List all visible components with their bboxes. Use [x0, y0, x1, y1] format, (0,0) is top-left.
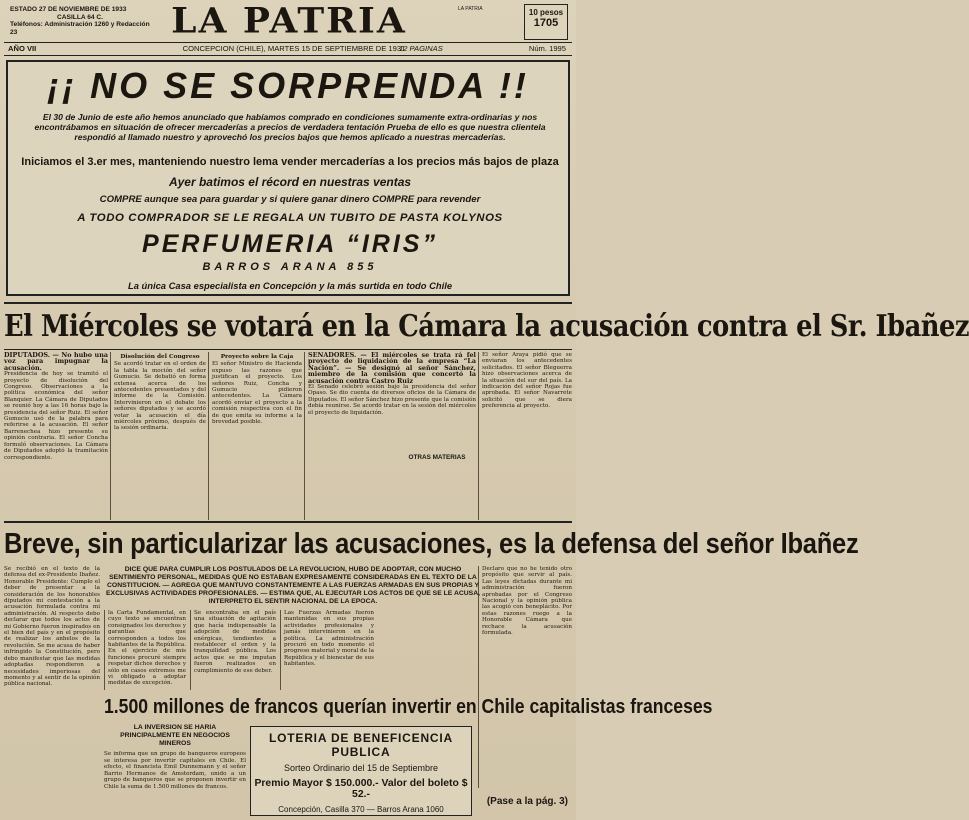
column-text: Declaro que no he tenido otro propósito que servir al país. Las leyes dictadas durante mi administración fueron aprobadas por el Congreso Nacional y la opinión pública las acogió con beneplácito. Por estas razones ruego a la Honorable Cámara que rechace la acusación formulada. — [482, 566, 572, 637]
column-text: Se acordó tratar en el orden de la tabla la moción del señor Gumucio. Se debatió en forma extensa acerca de los antecedentes presentados y del informe de la Comisión. Intervinieron en el debate los señores diputados y se acordó votar la acusación el día miércoles próximo, después de la sesión ordinaria. — [114, 361, 206, 432]
column-text: Se encontraba en el país una situación de agitación que hacía indispensable la adopción de medidas enérgicas, tendientes a restablecer el orden y la tranquilidad pública. Los actos que se me imputan fueron realizados en cumplimiento de ese deber. — [194, 610, 276, 674]
defensa-deck: DICE QUE PARA CUMPLIR LOS POSTULADOS DE LA REVOLUCION, HUBO DE ADOPTAR, CON MUCHO SENTIMIENTO PERSONAL, MEDIDAS QUE NO ESTABAN EXPRESAMENTE CONSIDERADAS EN EL TEXTO DE LA CONSTITUCION. — AGREGA QUE MANTUVO CONSTANTEMENTE A LAS FUERZAS ARMADAS EN SUS PROPIAS Y EXCLUSIVAS ACTIVIDADES PROFESIONALES. — ESTIMA QUE, AL EJECUTAR LOS ACTOS DE QUE SE LE ACUSA, INTERPRETO EL SENTIR NACIONAL DE LA EPOCA. — [106, 566, 480, 605]
column-subhead: Disolución del Congreso — [120, 354, 200, 360]
inversion-article — [104, 724, 246, 791]
ad-line-2: Ayer batimos el récord en nuestras ventas — [168, 175, 412, 189]
loteria-title: LOTERIA DE BENEFICENCIA PUBLICA — [269, 731, 453, 759]
column — [104, 610, 186, 690]
column — [4, 352, 108, 520]
price-big: 1705 — [533, 17, 559, 29]
loteria-advertisement — [250, 726, 472, 816]
page-count: 12 PAGINAS — [399, 44, 443, 53]
column — [478, 566, 572, 788]
issue-number: Núm. 1995 — [528, 44, 566, 53]
column-text: Las Fuerzas Armadas fueron mantenidas en sus propias actividades profesionales y jamás intervinieron en la política. La administración procuró en todo momento el progreso material y moral de la República y el bienestar de sus habitantes. — [284, 610, 374, 668]
masthead — [4, 2, 572, 42]
ear-line: CASILLA 64 C. — [57, 13, 103, 21]
ad-line-5: La única Casa especialista en Concepción y la más surtida en todo Chile — [127, 280, 453, 291]
inversion-subhead: LA INVERSION SE HARIA PRINCIPALMENTE EN NEGOCIOS MINEROS — [120, 724, 230, 747]
year-label: AÑO VII — [8, 44, 37, 53]
ad-headline: ¡¡ NO SE SORPRENDA !! — [47, 65, 529, 106]
ad-line-4: A TODO COMPRADOR SE LE REGALA UN TUBITO DE PASTA KOLYNOS — [77, 212, 503, 224]
dateline — [4, 42, 572, 56]
ad-brand: PERFUMERIA “IRIS” — [142, 230, 438, 258]
headline-acusacion: El Miércoles se votará en la Cámara la acusación contra el Sr. Ibañez — [4, 309, 969, 344]
column — [4, 566, 100, 796]
inversion-text: Se informa que un grupo de banqueros europeos se interesa por invertir capitales en Chile. El efecto, el financista Emil Dunnemann y el señor Barrio Hermanos de Amsterdam, unido a un grupo de banqueros que se proponen invertir en Chile la suma de 1.500 millones de francos. — [104, 751, 246, 790]
newspaper-title: LA PATRIA — [171, 1, 407, 41]
column — [280, 610, 374, 690]
column-text: Presidencia de hoy se tramitó el proyecto de disolución del Congreso. Observaciones a la política económica del señor Blanquier. La Cámara de Diputados se reunió hoy a las 16 horas bajo la presidencia del señor Ruiz. El señor Gumucio usó de la palabra para referirse a la acusación. El señor Barrenechea hizo presente su opinión contraria. El señor Concha formuló observaciones. La Cámara de Diputados adoptó la tramitación correspondiente. — [4, 371, 108, 461]
headline-francos: 1.500 millones de francos querían invertir en Chile capitalistas franceses — [104, 696, 713, 718]
column-subhead: Proyecto sobre la Caja — [220, 354, 294, 360]
ear-small-text: LA PATRIA — [458, 6, 483, 12]
continued-note: (Pase a la pág. 3) — [486, 796, 568, 807]
column-text: El señor Araya pidió que se enviaran los antecedentes solicitados. El señor Bleguerra hizo observaciones acerca de la situación del sur del país. La indicación del señor Rojas fue aprobada. El señor Navarrete solicitó que se diera preferencia al proyecto. — [482, 352, 572, 410]
column-text: Se recibió en el texto de la defensa del ex-Presidente Ibañez. Honorable Presidente: Cumplo el deber de presentar a la consideración de los honorables diputados mi contestación a la acusación formulada contra mi administración. Al respecto debo declarar que todos los actos de mi Gobierno fueron inspirados en el bien del país y en el propósito de realizar los anhelos de la revolución. Se me acusa de haber infringido la Constitución, pero debo manifestar que las medidas adoptadas respondieron a necesidades imperiosas del momento y al sentir de la opinión pública nacional. — [4, 566, 100, 688]
loteria-prize: Premio Mayor $ 150.000.- Valor del boleto $ 52.- — [254, 778, 468, 800]
loteria-draw: Sorteo Ordinario del 15 de Septiembre — [283, 763, 439, 773]
column — [110, 352, 206, 520]
loteria-address: Concepción, Casilla 370 — Barros Arana 1060 — [278, 805, 444, 814]
ad-line-3: COMPRE aunque sea para guardar y si quiere ganar dinero COMPRE para revender — [99, 194, 481, 205]
column — [304, 352, 476, 520]
ad-line-1: Iniciamos el 3.er mes, manteniendo nuestro lema vender mercaderías a los precios más bajos de plaza — [21, 156, 559, 168]
column-text: El Senado celebró sesión bajo la presidencia del señor Opaso. Se dio cuenta de diversos oficios de la Cámara de Diputados. El señor Sánchez hizo presente que la comisión debía reunirse. Se acordó tratar en la sesión del miércoles el proyecto de liquidación. — [308, 384, 476, 416]
column — [190, 610, 276, 690]
issue-date: CONCEPCION (CHILE), MARTES 15 DE SEPTIEMBRE DE 1931 — [182, 44, 406, 53]
ad-intro: El 30 de Junio de este año hemos anunciado que habíamos comprado en condiciones sumamente extra-ordinarias y nos encontrábamos en situación de ofrecer mercaderías a precios de verdadera tentación Prueba de ello es que nuestra clientela respondió al llamado nuestro y aprovechó los precios bajos que hemos aplicado a nuestras mercaderías. — [34, 112, 546, 142]
subhead-otras-materias: OTRAS MATERIAS — [408, 454, 466, 461]
column-lead: DIPUTADOS. — No hubo una voz para impugnar la acusación. — [4, 351, 108, 372]
column-text: la Carta Fundamental, en cuyo texto se encuentran consignados los derechos y garantías que corresponden a todos los habitantes de la República. En el ejercicio de mis funciones procuré siempre respetar dichos derechos y sólo en casos extremos me vi obligado a adoptar medidas de excepción. — [108, 610, 186, 687]
perfumeria-advertisement — [6, 60, 570, 296]
column-text: El señor Ministro de Hacienda expuso las razones que justifican el proyecto. Los señores Ruiz, Concha y Gumucio pidieron antecedentes. La Cámara acordó enviar el proyecto a la comisión respectiva con el fin de que emita su informe a la brevedad posible. — [212, 361, 302, 426]
divider — [4, 302, 572, 304]
price-top: 10 pesos — [528, 8, 564, 17]
ad-address: BARROS ARANA 855 — [202, 261, 378, 273]
column — [478, 352, 572, 520]
price-box — [524, 4, 568, 40]
headline-defensa-ibanez: Breve, sin particularizar las acusaciones, es la defensa del señor Ibañez — [4, 528, 859, 560]
section1-columns — [4, 352, 572, 520]
masthead-right-ear — [458, 4, 568, 40]
masthead-left-ear — [10, 6, 150, 36]
column — [208, 352, 302, 520]
ear-line: Teléfonos: Administración 1260 y Redacción 23 — [10, 21, 150, 36]
divider — [4, 349, 572, 350]
column-lead: SENADORES. — El miércoles se trata rá fel proyecto de liquidación de la empresa “La Nación”. — Se designó al señor Sánchez, miembro de la comisión que concertó la acusación contra Castro Ruiz — [308, 351, 476, 385]
ear-line: ESTADO 27 DE NOVIEMBRE DE 1933 — [10, 6, 127, 13]
